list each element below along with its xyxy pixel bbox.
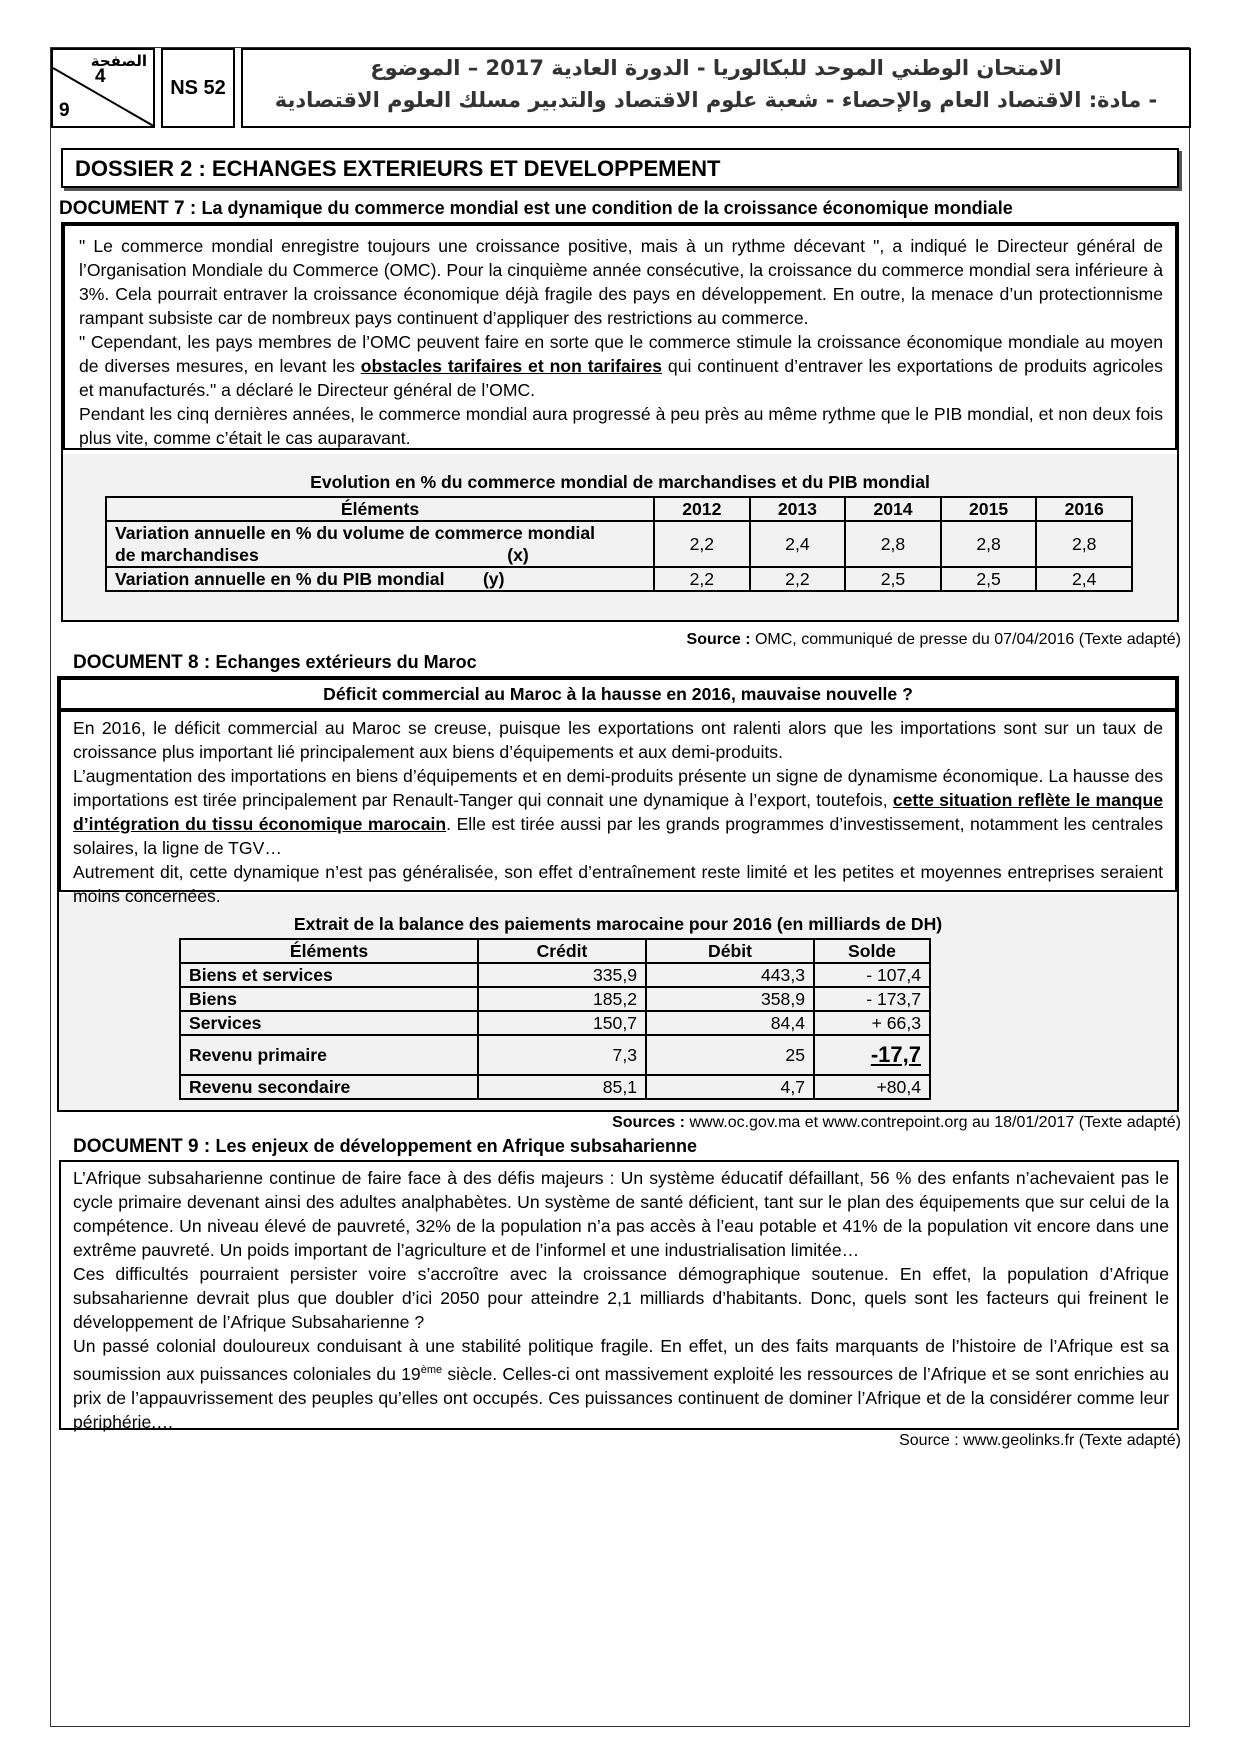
row-label: Revenu secondaire <box>180 1075 478 1099</box>
table-row <box>180 1035 930 1075</box>
doc9-label: DOCUMENT 9 : <box>73 1136 211 1157</box>
row-label: Biens <box>180 987 478 1011</box>
cell: 185,2 <box>478 987 646 1011</box>
table-header-row <box>106 497 1132 521</box>
table-row <box>180 1011 930 1035</box>
exam-code: NS 52 <box>161 48 235 128</box>
doc9-para3: Un passé colonial douloureux conduisant à une stabilité politique fragile. En effet, un des faits marquants de l’histoire de l’Afrique est sa soumission aux puissances coloniales du 19ème siècle. Celles-ci ont massivement exploité les ressources de l’Afrique et se sont enrichies au prix de l’appauvrissement des peuples qu’elles ont occupés. Ces puissances continuent de dominer l’Afrique et de la considérer comme leur périphérie.… <box>73 1336 1169 1432</box>
table-header-row <box>180 939 930 963</box>
doc7-outer-box <box>61 222 1179 622</box>
col-header: 2014 <box>845 497 941 521</box>
doc8-outer-box <box>57 676 1179 1112</box>
cell: 335,9 <box>478 963 646 987</box>
doc8-source: Sources : www.oc.gov.ma et www.contrepoint.org au 18/01/2017 (Texte adapté) <box>612 1114 1181 1131</box>
col-header: Débit <box>646 939 814 963</box>
cell: 443,3 <box>646 963 814 987</box>
cell: 2,8 <box>845 521 941 567</box>
cell: 25 <box>646 1035 814 1075</box>
cell: 2,2 <box>654 521 750 567</box>
doc7-label: DOCUMENT 7 : <box>59 198 197 219</box>
page-label: الصفحة <box>90 53 147 70</box>
cell: 85,1 <box>478 1075 646 1099</box>
exam-header-title <box>241 48 1191 128</box>
cell: 4,7 <box>646 1075 814 1099</box>
col-header: Solde <box>814 939 930 963</box>
col-header: 2016 <box>1036 497 1132 521</box>
doc8-text-box <box>59 710 1177 906</box>
doc7-table <box>105 496 1133 592</box>
cell: - 107,4 <box>814 963 930 987</box>
doc8-table-caption: Extrait de la balance des paiements marocaine pour 2016 (en milliards de DH) <box>293 914 943 934</box>
doc8-para3: Autrement dit, cette dynamique n’est pas généralisée, son effet d’entraînement reste limité et les petites et moyennes entreprises seraient moins concernées. <box>73 862 1163 906</box>
cell: 2,8 <box>941 521 1037 567</box>
doc8-label: DOCUMENT 8 : <box>73 652 211 673</box>
cell: 2,5 <box>941 567 1037 591</box>
col-header: 2015 <box>941 497 1037 521</box>
cell: 2,5 <box>845 567 941 591</box>
col-header: Éléments <box>180 939 478 963</box>
cell: 358,9 <box>646 987 814 1011</box>
doc8-para2: L’augmentation des importations en biens d’équipements et en demi-produits présente un signe de dynamisme économique. La hausse des importations est tirée principalement par Renault-Tanger qui connait une dynamique à l’export, toutefois, cette situation reflète le manque d’intégration du tissu économique marocain. Elle est tirée aussi par les grands programmes d’investissement, notamment les centrales solaires, la ligne de TGV… <box>73 766 1163 858</box>
doc7-para1: " Le commerce mondial enregistre toujours une croissance positive, mais à un rythme décevant ", a indiqué le Directeur général de l’Organisation Mondiale du Commerce (OMC). Pour la cinquième année consécutive, la croissance du commerce mondial sera inférieure à 3%. Cela pourrait entraver la croissance économique déjà fragile des pays en développement. En outre, la menace d’un protectionnisme rampant subsiste car de nombreux pays continuent d’appliquer des restrictions au commerce. <box>79 236 1163 328</box>
doc9-para2: Ces difficultés pourraient persister voire s’accroître avec la croissance démographique soutenue. En effet, la population d’Afrique subsaharienne devrait plus que doubler d’ici 2050 pour atteindre 2,1 milliards d’habitants. Donc, quels sont les facteurs qui freinent le développement de l’Afrique Subsaharienne ? <box>73 1264 1169 1332</box>
page-number: 4 <box>95 66 106 87</box>
doc8-heading <box>73 652 477 674</box>
doc7-source: Source : OMC, communiqué de presse du 07/04/2016 (Texte adapté) <box>686 631 1181 648</box>
doc8-box-title: Déficit commercial au Maroc à la hausse en 2016, mauvaise nouvelle ? <box>59 678 1177 710</box>
table-row <box>180 1075 930 1099</box>
col-header: Crédit <box>478 939 646 963</box>
row-label: Variation annuelle en % du volume de commerce mondial de marchandises (x) <box>106 521 654 567</box>
doc9-para1: L’Afrique subsaharienne continue de faire face à des défis majeurs : Un système éducatif défaillant, 56 % des enfants n’achevaient pas le cycle primaire devenant ainsi des adultes analphabètes. Un système de santé déficient, tant sur le plan des équipements que sur celui de la compétence. Un niveau élevé de pauvreté, 32% de la population n’a pas accès à l’eau potable et 41% de la population vit encore dans une extrême pauvreté. Un poids important de l’agriculture et de l’informel et une industrialisation limitée… <box>73 1168 1169 1260</box>
row-label: Biens et services <box>180 963 478 987</box>
cell: 2,8 <box>1036 521 1132 567</box>
doc7-para3: Pendant les cinq dernières années, le commerce mondial aura progressé à peu près au même rythme que le PIB mondial, et non deux fois plus vite, comme c’était le cas auparavant. <box>79 404 1163 448</box>
table-row <box>180 987 930 1011</box>
header-title-line1: الامتحان الوطني الموحد للبكالوريا - الدورة العادية 2017 – الموضوع <box>370 56 1062 80</box>
header-title-line2: - مادة: الاقتصاد العام والإحصاء - شعبة علوم الاقتصاد والتدبير مسلك العلوم الاقتصادية <box>274 88 1158 112</box>
cell: 84,4 <box>646 1011 814 1035</box>
total-pages: 9 <box>59 100 70 121</box>
doc7-text-box <box>63 224 1177 450</box>
doc9-text-box <box>59 1160 1179 1430</box>
col-header: 2012 <box>654 497 750 521</box>
row-label: Services <box>180 1011 478 1035</box>
row-label: Revenu primaire <box>180 1035 478 1075</box>
doc7-table-caption: Evolution en % du commerce mondial de marchandises et du PIB mondial <box>310 472 930 492</box>
cell: 2,2 <box>750 567 846 591</box>
table-row <box>180 963 930 987</box>
doc8-table <box>179 938 931 1100</box>
cell: 7,3 <box>478 1035 646 1075</box>
cell: + 66,3 <box>814 1011 930 1035</box>
col-header: 2013 <box>750 497 846 521</box>
cell: 150,7 <box>478 1011 646 1035</box>
doc8-title: Echanges extérieurs du Maroc <box>215 652 477 672</box>
cell: 2,4 <box>750 521 846 567</box>
cell: - 173,7 <box>814 987 930 1011</box>
doc8-underlined-phrase: cette situation reflète le manque d’intégration du tissu économique marocain <box>73 790 1163 834</box>
cell: +80,4 <box>814 1075 930 1099</box>
doc9-heading <box>73 1136 697 1158</box>
doc7-heading <box>59 198 1013 220</box>
dossier-title: DOSSIER 2 : ECHANGES EXTERIEURS ET DEVELOPPEMENT <box>61 148 1179 188</box>
doc9-title: Les enjeux de développement en Afrique subsaharienne <box>215 1136 697 1156</box>
doc7-underlined-phrase: obstacles tarifaires et non tarifaires <box>360 356 663 376</box>
doc7-title: La dynamique du commerce mondial est une condition de la croissance économique mondiale <box>201 198 1013 218</box>
table-row <box>106 567 1132 591</box>
table-row <box>106 521 1132 567</box>
doc7-para2: " Cependant, les pays membres de l’OMC peuvent faire en sorte que le commerce stimule la croissance économique mondiale au moyen de diverses mesures, en levant les obstacles tarifaires et non tarifaires qui continuent d’entraver les exportations de produits agricoles et manufacturés." a déclaré le Directeur général de l’OMC. <box>79 332 1163 400</box>
cell: 2,4 <box>1036 567 1132 591</box>
doc8-para1: En 2016, le déficit commercial au Maroc se creuse, puisque les exportations ont ralenti alors que les importations sont sur un taux de croissance plus important lié principalement aux biens d’équipements et aux demi-produits. <box>73 718 1163 762</box>
row-label: Variation annuelle en % du PIB mondial (y) <box>106 567 654 591</box>
page-number-box <box>51 48 155 128</box>
exam-page <box>50 47 1190 1727</box>
doc9-source: Source : www.geolinks.fr (Texte adapté) <box>899 1432 1181 1449</box>
col-header: Éléments <box>106 497 654 521</box>
cell: 2,2 <box>654 567 750 591</box>
cell: -17,7 <box>814 1035 930 1075</box>
